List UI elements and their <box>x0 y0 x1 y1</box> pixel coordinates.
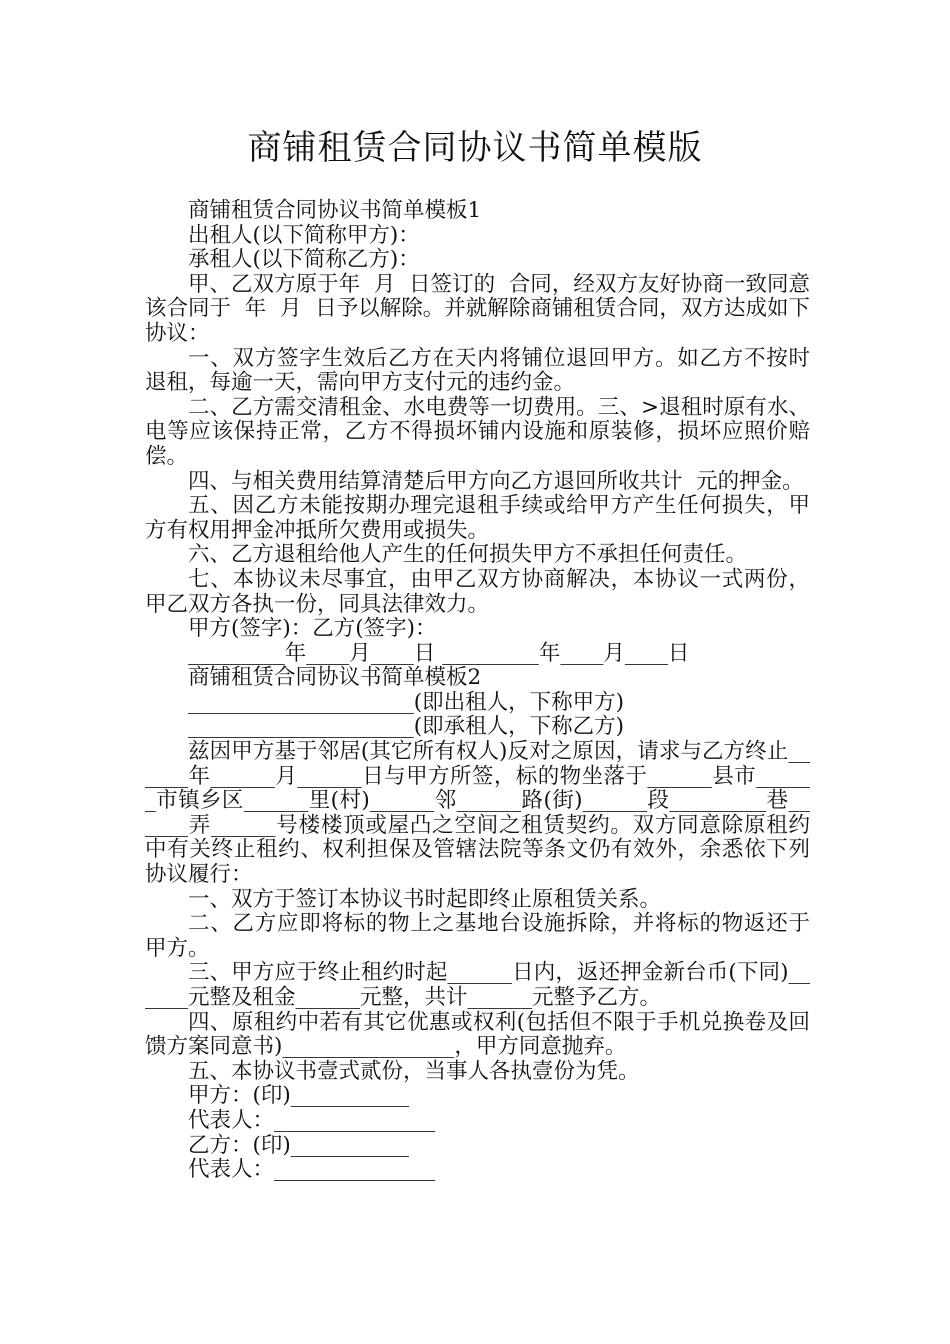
paragraph-clause-1: 一、双方签字生效后乙方在天内将铺位退回甲方。如乙方不按时退租，每逾一天，需向甲方支付元的违约金。 <box>145 345 810 396</box>
document-title: 商铺租赁合同协议书简单模版 <box>247 128 703 168</box>
paragraph-t2-clause-4: 四、原租约中若有其它优惠或权利(包括但不限于手机兑换卷及回馈方案同意书)________________，甲方同意抛弃。 <box>145 1009 810 1060</box>
paragraph-template-1-heading: 商铺租赁合同协议书简单模板1 <box>188 198 482 223</box>
paragraph-party-a-representative: 代表人：_______________ <box>188 1107 436 1133</box>
paragraph-clause-4: 四、与相关费用结算清楚后甲方向乙方退回所收共计 元的押金。 <box>188 468 804 494</box>
paragraph-template-2-heading: 商铺租赁合同协议书简单模板2 <box>188 665 482 691</box>
paragraph-t2-clause-5: 五、本协议书壹式贰份，当事人各执壹份为凭。 <box>188 1058 640 1084</box>
paragraph-party-b-line: _____________________(即承租人，下称乙方) <box>188 714 625 740</box>
paragraph-party-b-seal: 乙方：(印)___________ <box>188 1132 410 1158</box>
paragraph-lessee: 承租人(以下简称乙方)： <box>188 247 420 273</box>
paragraph-signatures: 甲方(签字)：乙方(签字)： <box>188 616 437 642</box>
paragraph-clause-6: 六、乙方退租给他人产生的任何损失甲方不承担任何责任。 <box>188 542 748 568</box>
paragraph-lessor: 出租人(以下简称甲方)： <box>188 222 420 248</box>
paragraph-t2-clause-1: 一、双方于签订本协议书时起即终止原租赁关系。 <box>188 886 662 912</box>
paragraph-clause-2: 二、乙方需交清租金、水电费等一切费用。三、>退租时原有水、电等应该保持正常，乙方不得损坏铺内设施和原装修，损坏应照价赔偿。 <box>145 394 810 469</box>
paragraph-clause-7: 七、本协议未尽事宜，由甲乙双方协商解决，本协议一式两份，甲乙双方各执一份，同具法律效力。 <box>145 566 810 617</box>
paragraph-intro: 甲、乙双方原于年 月 日签订的 合同，经双方友好协商一致同意该合同于 年 月 日予以解除。并就解除商铺租赁合同，双方达成如下协议： <box>145 271 810 346</box>
paragraph-clause-5: 五、因乙方未能按期办理完退租手续或给甲方产生任何损失，甲方有权用押金冲抵所欠费用或损失。 <box>145 493 810 543</box>
paragraph-signature-dates: _________年____月____日 _________年____月____日 <box>188 640 690 666</box>
paragraph-t2-clause-2: 二、乙方应即将标的物上之基地台设施拆除，并将标的物返还于甲方。 <box>145 911 810 961</box>
paragraph-recital: 兹因甲方基于邻居(其它所有权人)反对之原因，请求与乙方终止______年______月______日与甲方所签，标的物坐落于______县市______市镇乡区______里(村)______邻______路(街)______段_________巷______弄______号楼楼顶或屋凸之空间之租赁契约。双方同意除原租约中有关终止租约、权利担保及管辖法院等条文仍有效外，余悉依下列协议履行： <box>145 739 810 888</box>
document-body <box>145 199 810 1183</box>
paragraph-party-b-representative: 代表人：_______________ <box>188 1157 436 1183</box>
paragraph-t2-clause-3: 三、甲方应于终止租约时起______日内，返还押金新台币(下同)______元整及租金______元整，共计______元整予乙方。 <box>145 960 810 1010</box>
paragraph-party-a-line: _____________________(即出租人，下称甲方) <box>188 689 625 715</box>
paragraph-party-a-seal: 甲方：(印)___________ <box>188 1083 410 1109</box>
